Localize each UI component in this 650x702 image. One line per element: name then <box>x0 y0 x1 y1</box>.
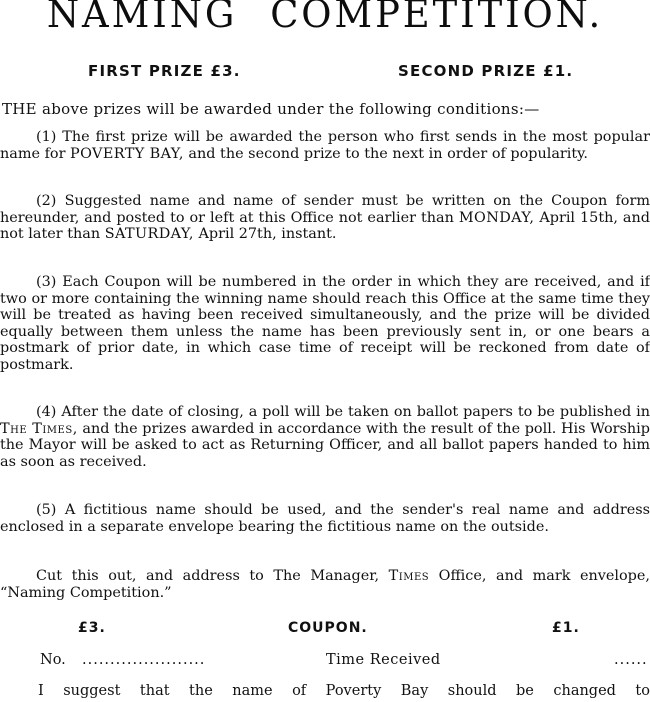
condition-2-emph2: SATURDAY, <box>104 226 194 242</box>
time-received-field[interactable]: ...... <box>614 652 648 668</box>
condition-1-pre: (1) The first prize will be awarded the person who first sends in the most popular name for <box>0 129 650 162</box>
page-title <box>10 0 641 34</box>
coupon-number-line <box>0 652 650 672</box>
prizes-line <box>0 62 650 86</box>
time-received-label: Time Received <box>326 652 441 668</box>
coupon-second-prize: £1. <box>552 620 580 636</box>
coupon-header <box>0 620 650 640</box>
condition-2-mid: April 15th, and not later than <box>0 209 650 242</box>
first-prize: FIRST PRIZE £3. <box>88 62 241 80</box>
condition-2-emph1: MONDAY, <box>458 209 535 226</box>
condition-4-times: The Times, <box>0 420 78 437</box>
coupon-number-field[interactable]: ...................... <box>82 652 206 668</box>
intro-text: THE above prizes will be awarded under the following conditions:— <box>2 100 540 118</box>
cut-out-instructions <box>0 568 650 601</box>
condition-1 <box>0 129 650 162</box>
condition-4 <box>0 404 650 470</box>
condition-1-emph: POVERTY BAY, <box>70 145 184 162</box>
condition-2-pre: (2) Suggested name and name of sender must be written on the Coupon form hereunder, and posted to or left at this Office not earlier than <box>0 193 650 226</box>
title-word-naming: NAMING <box>46 0 238 36</box>
condition-5-text: (5) A fictitious name should be used, and the sender's real name and address enclosed in a separate envelope bearing the fictitious name on the outside. <box>0 502 650 535</box>
coupon-first-prize: £3. <box>78 620 106 636</box>
second-prize: SECOND PRIZE £1. <box>398 62 574 80</box>
condition-4-post: and the prizes awarded in accordance with the result of the poll. His Worship the Mayor will be asked to act as Returning Officer, and all ballot papers handed to him as soon as received. <box>0 420 650 470</box>
suggestion-line: I suggest that the name of Poverty Bay should be changed to <box>38 683 650 699</box>
coupon-title: COUPON. <box>288 620 368 636</box>
title-word-competition: COMPETITION. <box>270 0 604 36</box>
cut-out-pre: Cut this out, and address to The Manager, <box>36 568 389 584</box>
condition-2 <box>0 193 650 243</box>
condition-2-post: April 27th, instant. <box>193 226 337 242</box>
condition-5 <box>0 502 650 535</box>
condition-1-post: and the second prize to the next in order of popularity. <box>183 145 588 162</box>
coupon-number-label: No. <box>40 652 66 668</box>
condition-3-text: (3) Each Coupon will be numbered in the order in which they are received, and if two or more containing the winning name should reach this Office at the same time they will be treated as having been received simultaneously, and the prize will be divided equally between them unless the name has been previously sent in, or one bears a postmark of prior date, in which case time of receipt will be reckoned from date of postmark. <box>0 274 650 373</box>
cut-out-times: Times <box>388 568 430 584</box>
condition-3 <box>0 274 650 373</box>
condition-4-pre: (4) After the date of closing, a poll will be taken on ballot papers to be published in <box>36 404 650 420</box>
cut-out-post: Office, and mark envelope, “Naming Competition.” <box>0 568 650 601</box>
